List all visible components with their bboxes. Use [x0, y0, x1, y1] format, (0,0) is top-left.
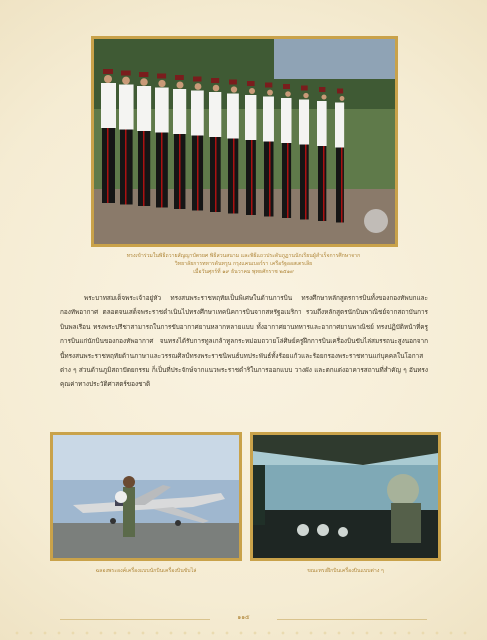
soldier-figure: [173, 75, 186, 209]
soldier-figure: [245, 81, 256, 215]
soldier-figure: [263, 83, 274, 217]
page-number: ๑๑๕: [237, 614, 250, 621]
caption-line-1: ทรงเข้าร่วมในพิธีถวายสัญญาบัตรยศ พิธีสวนสนาม และพิธีแถวประดับภูฏานนักเรียนผู้สำเร็จการศึกษาจาก: [126, 253, 361, 259]
soldier-figure: [155, 74, 169, 208]
soldier-figure: [137, 72, 151, 206]
decorative-border: [10, 628, 477, 638]
right-photo-caption: ขณะทรงฝึกบินเครื่องบินแบบต่าง ๆ: [307, 568, 384, 574]
top-photo-caption: [0, 252, 487, 276]
cockpit-photo: [250, 432, 441, 561]
body-paragraph: พระบาทสมเด็จพระเจ้าอยู่หัว ทรงสนพระราชหฤทัยเป็นพิเศษในด้านการบิน ทรงศึกษาหลักสูตรการบินทั้งของกองทัพบกและกองทัพอากาศ ตลอดจนเสด็จพระราชดำเนินไปทรงศึกษาเทคนิคการบินจากสหรัฐอเมริกา รวมถึงหลักสูตรนักบินพาณิชย์จากสถาบันการบินพลเรือน ทรงพระปรีชาสามารถในการขับอากาศยานหลากหลายแบบ ทั้งอากาศยานทหารและอากาศยานพาณิชย์ ทรงปฏิบัติหน้าที่ครูการบินแก่นักบินของกองทัพอากาศ จนทรงได้รับการทูลเกล้าทูลกระหม่อมถวายโล่ศิษย์ครูฝึกการบินเครื่องบินขับไล่สมรรถนะสูงนอกจากนี้ทรงสนพระราชหฤทัยด้านภาษาและวรรณศิลป์ทรงพระราชนิพนธ์บทประพันธ์ทั้งร้อยแก้วและร้อยกรองพระราชทานแก่บุคคลในโอกาสต่าง ๆ ส่วนด้านภูมิสถาปัตยกรรม ก็เป็นที่ประจักษ์จากแนวพระราชดำริในการออกแบบ วางผัง และตกแต่งอาคารสถานที่สำคัญ ๆ อันทรงคุณค่าทางประวัติศาสตร์ของชาติ: [60, 294, 428, 389]
jet-pilot-photo: [50, 432, 242, 561]
soldier-figure: [317, 87, 327, 221]
caption-line-2: วิทยาลัยการทหารดันทรูน กรุงแคนเบอร์รา เครือรัฐออสเตรเลีย: [174, 261, 313, 267]
left-photo-caption: ฉลองพระองค์เครื่องแบบนักบินเครื่องบินขับไล่: [95, 568, 197, 574]
soldier-figure: [191, 77, 204, 211]
caption-line-3: เมื่อวันศุกร์ที่ ๑๙ ธันวาคม พุทธศักราช ๒๕๑๙: [193, 269, 294, 275]
soldier-figure: [335, 89, 344, 223]
soldier-figure: [227, 80, 239, 214]
soldier-figure: [101, 69, 116, 203]
soldier-figure: [119, 71, 134, 205]
soldier-figure: [299, 86, 309, 220]
soldier-figure: [209, 78, 221, 212]
parade-photo: [91, 36, 398, 247]
soldier-figure: [281, 84, 292, 218]
body-text: [60, 291, 428, 392]
